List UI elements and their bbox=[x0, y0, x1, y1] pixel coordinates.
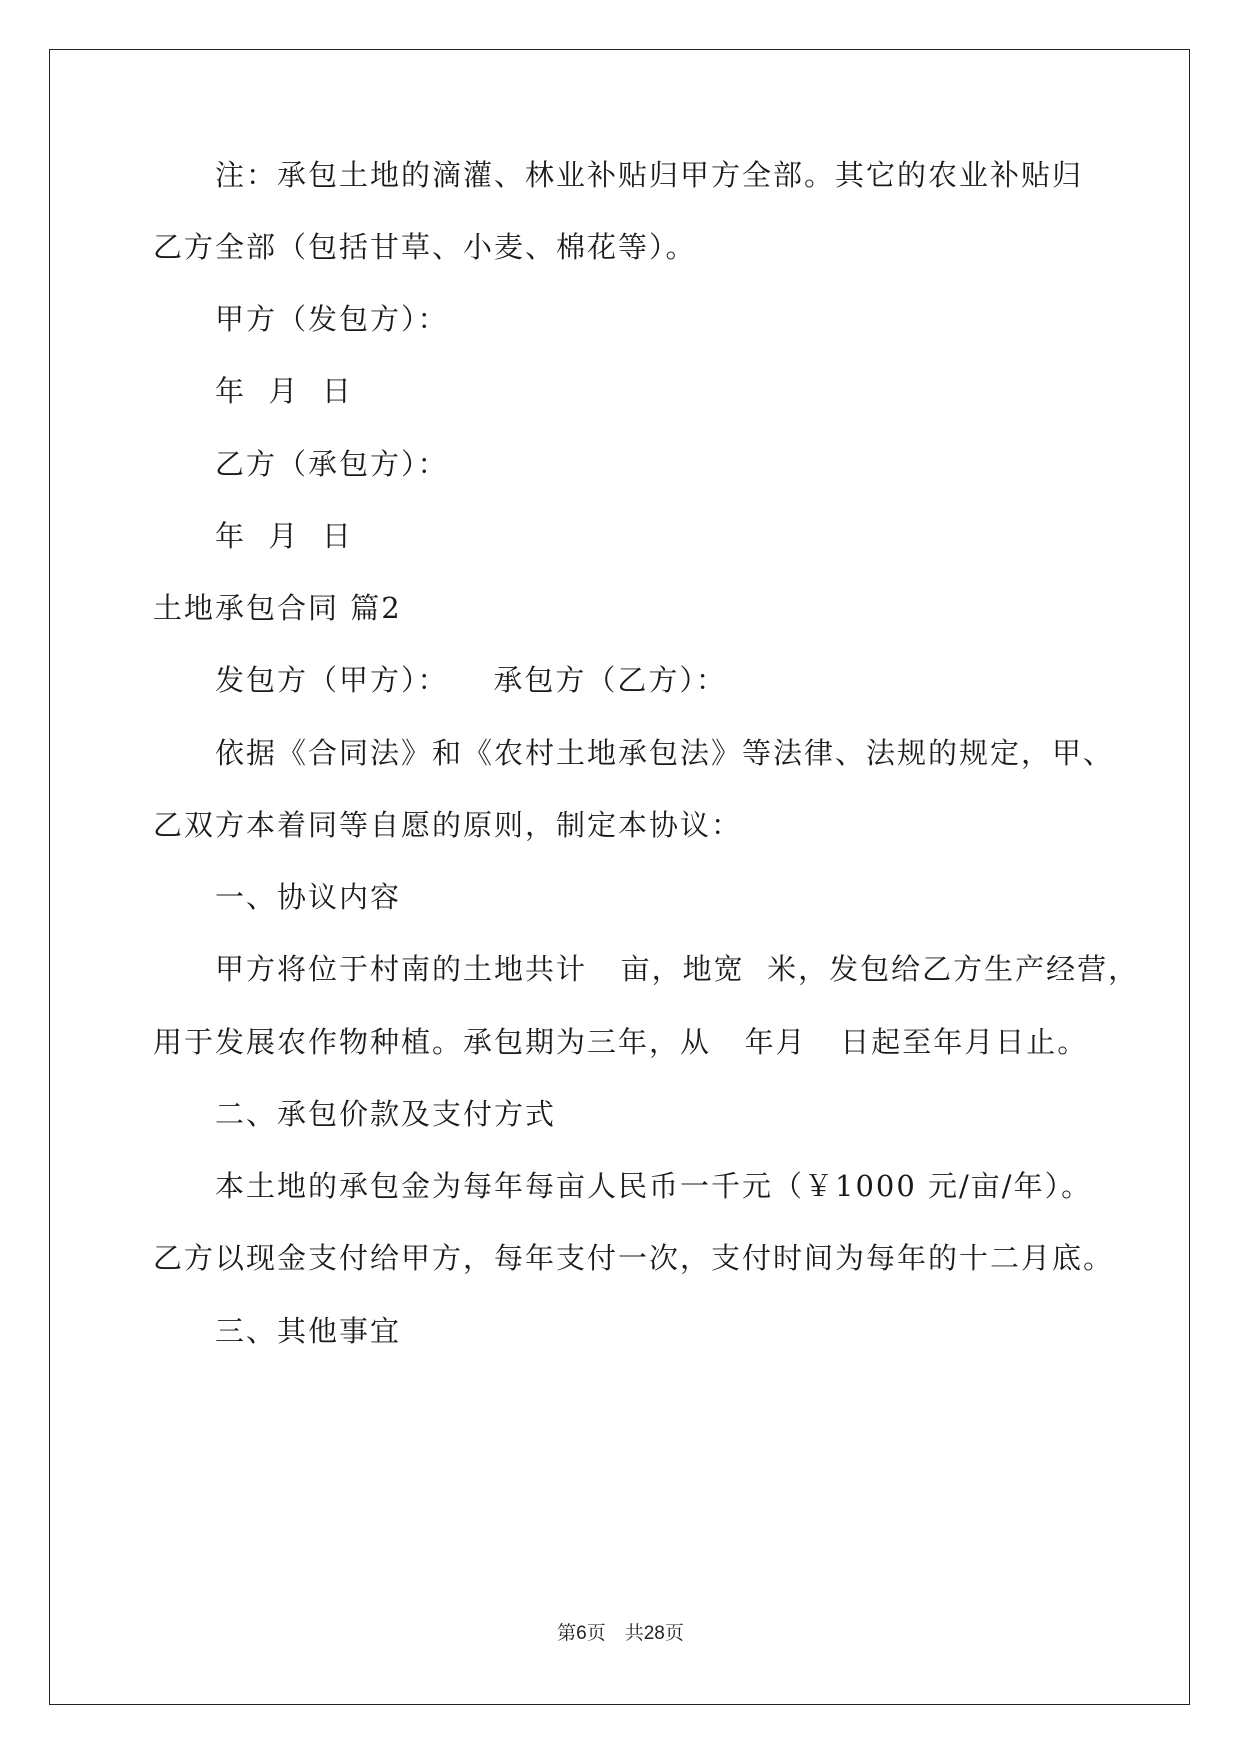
page-number-footer bbox=[0, 1618, 1241, 1645]
heading-price-payment: 二、承包价款及支付方式 bbox=[215, 1097, 557, 1131]
price-line-2: 乙方以现金支付给甲方，每年支付一次，支付时间为每年的十二月底。 bbox=[153, 1241, 1115, 1275]
heading-other-matters: 三、其他事宜 bbox=[215, 1314, 402, 1348]
page-total: 28 bbox=[643, 1623, 665, 1644]
heading-agreement-content: 一、协议内容 bbox=[215, 880, 402, 914]
content-line-2: 用于发展农作物种植。承包期为三年，从 年月 日起至年月日止。 bbox=[153, 1025, 1089, 1059]
preamble-line-1: 依据《合同法》和《农村土地承包法》等法律、法规的规定，甲、 bbox=[215, 736, 1115, 770]
section-title: 土地承包合同 篇2 bbox=[153, 591, 402, 625]
parties-line: 发包方（甲方）： 承包方（乙方）： bbox=[215, 663, 727, 697]
content-line-1: 甲方将位于村南的土地共计 亩，地宽 米，发包给乙方生产经营， bbox=[215, 952, 1140, 986]
note-line-1: 注：承包土地的滴灌、林业补贴归甲方全部。其它的农业补贴归 bbox=[215, 158, 1084, 192]
party-b-signature: 乙方（承包方）： bbox=[215, 447, 449, 481]
page-suffix: 页 bbox=[664, 1623, 684, 1644]
page-current: 6 bbox=[576, 1623, 587, 1644]
party-b-date: 年 月 日 bbox=[215, 519, 353, 553]
page-prefix: 第 bbox=[557, 1623, 577, 1644]
preamble-line-2: 乙双方本着同等自愿的原则，制定本协议： bbox=[153, 808, 743, 842]
page-mid: 页 共 bbox=[586, 1623, 644, 1644]
note-line-2: 乙方全部（包括甘草、小麦、棉花等）。 bbox=[153, 230, 697, 264]
party-a-signature: 甲方（发包方）： bbox=[215, 302, 449, 336]
party-a-date: 年 月 日 bbox=[215, 374, 353, 408]
price-line-1: 本土地的承包金为每年每亩人民币一千元（￥1000 元/亩/年）。 bbox=[215, 1169, 1093, 1203]
